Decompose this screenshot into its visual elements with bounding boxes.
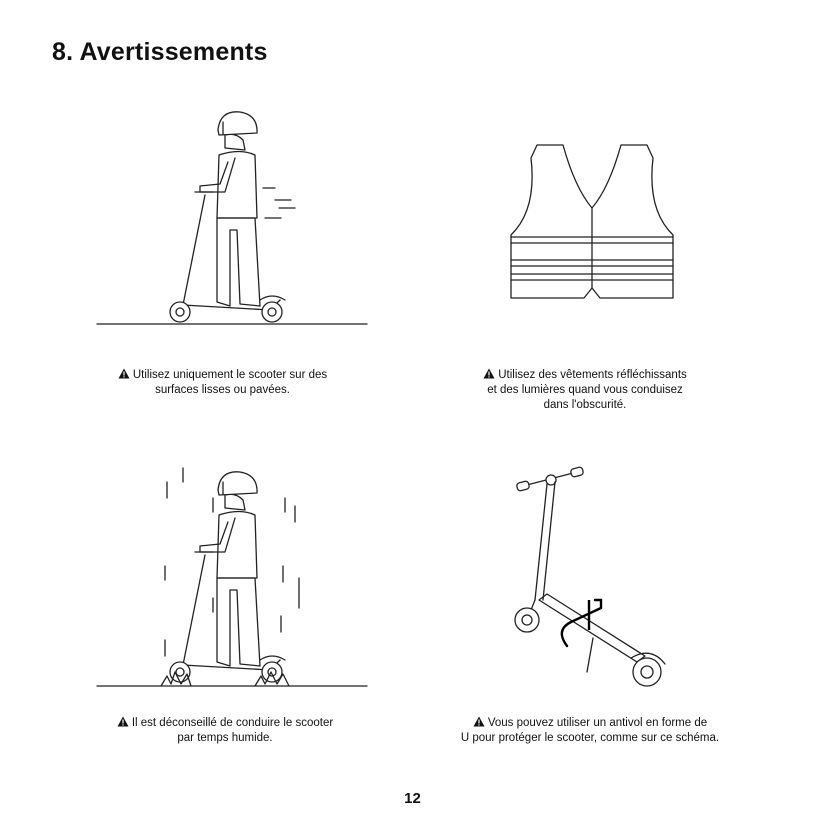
caption-line: Utilisez uniquement le scooter sur des [132, 369, 328, 381]
caption-line: et des lumières quand vous conduisez [487, 384, 683, 396]
page-title: 8. Avertissements [52, 38, 268, 66]
page-number: 12 [404, 790, 421, 807]
rider-in-rain-illustration [95, 460, 370, 695]
caption-line: Vous pouvez utiliser un antivol en forme de [487, 717, 708, 729]
scooter-u-lock-illustration [505, 450, 680, 700]
warning-triangle-icon [473, 716, 485, 727]
warning-triangle-icon [117, 716, 129, 727]
caption-line: Utilisez des vêtements réfléchissants [498, 369, 687, 381]
warning-caption-reflective-clothing [460, 368, 710, 413]
warning-triangle-icon [118, 368, 130, 379]
warning-caption-wet-weather [95, 716, 355, 746]
caption-line: Il est déconseillé de conduire le scooter [131, 717, 334, 729]
reflective-vest-illustration [505, 140, 680, 305]
warning-caption-smooth-surface [100, 368, 345, 398]
caption-line: surfaces lisses ou pavées. [155, 384, 290, 396]
caption-line: dans l'obscurité. [543, 399, 627, 411]
warning-triangle-icon [483, 368, 495, 379]
caption-line: U pour protéger le scooter, comme sur ce schéma. [460, 732, 720, 744]
rider-smooth-surface-illustration [95, 100, 370, 330]
caption-line: par temps humide. [177, 732, 273, 744]
warning-caption-u-lock [440, 716, 740, 746]
